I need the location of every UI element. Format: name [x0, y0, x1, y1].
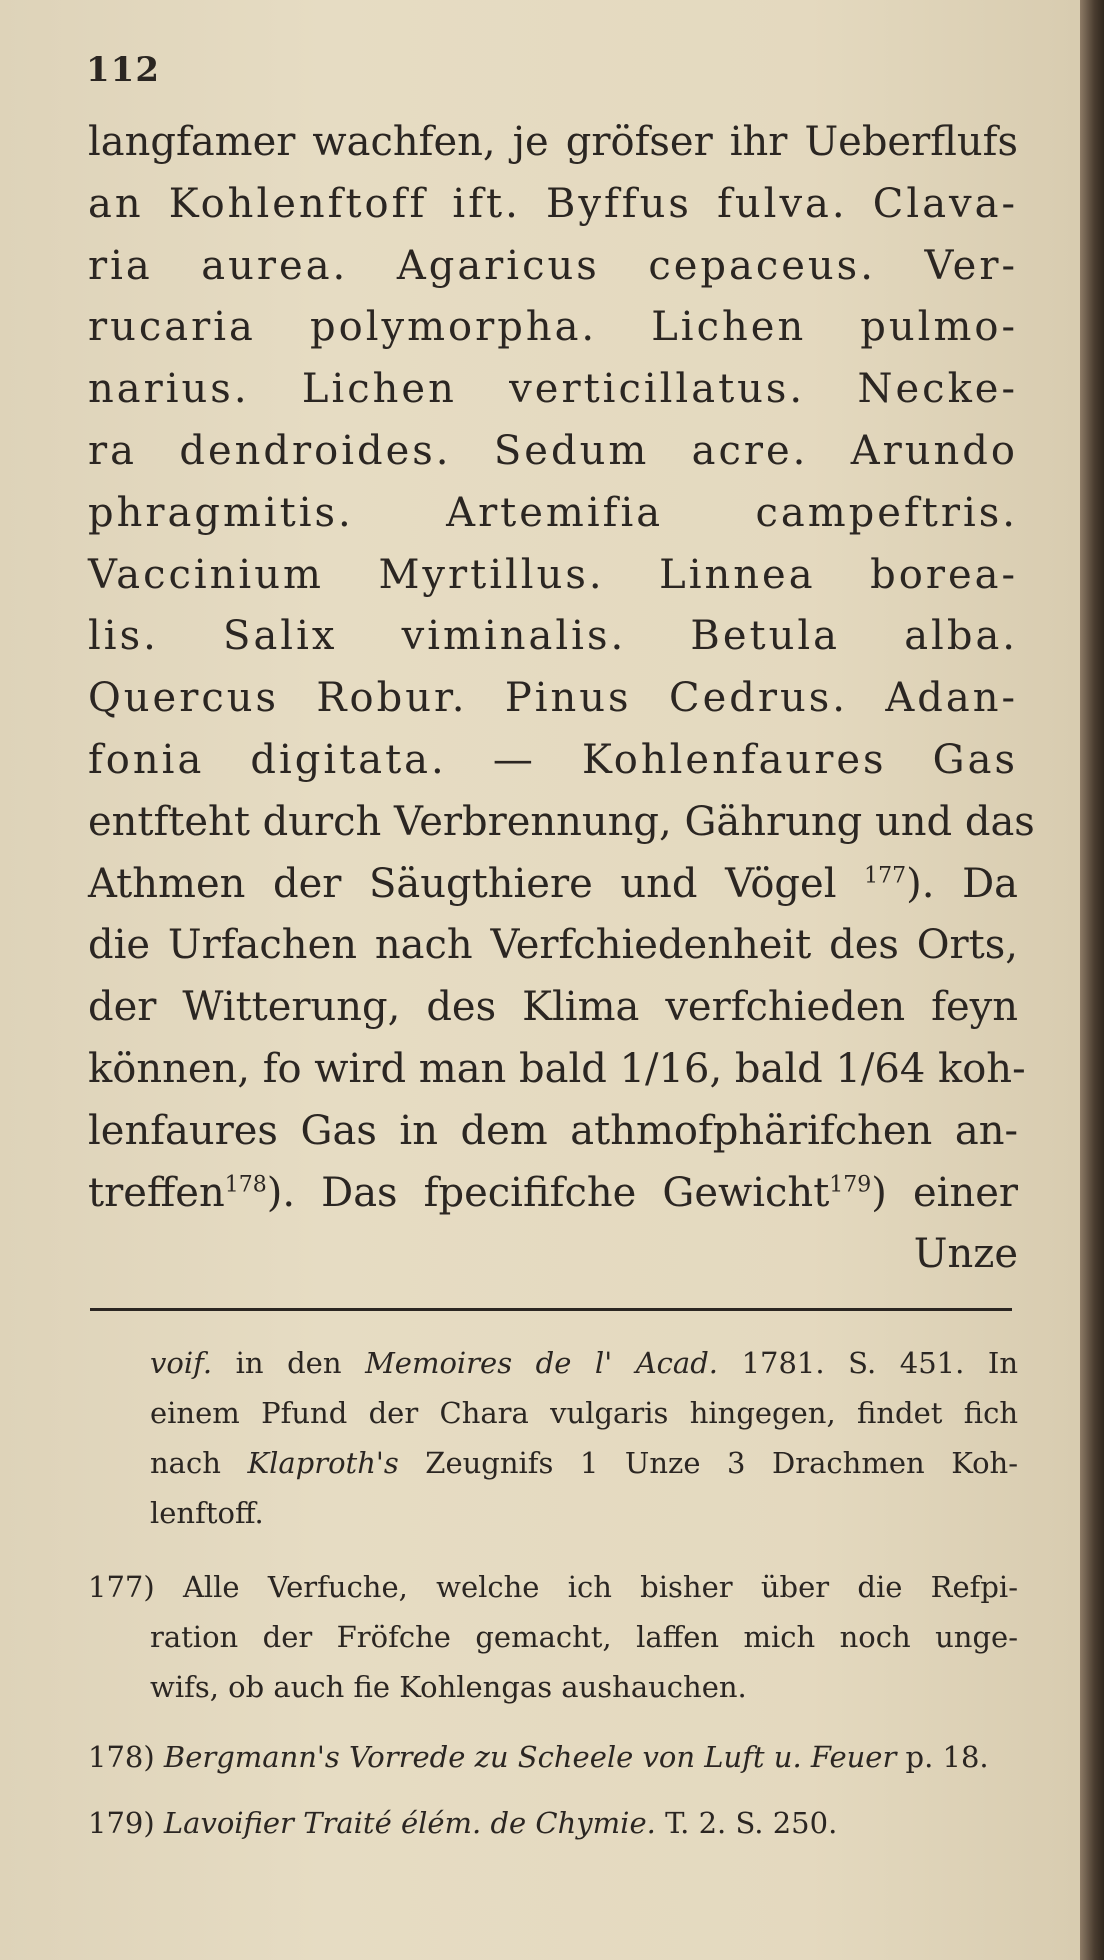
- text-segment: Zeugnifs 1 Unze 3 Drachmen Koh-: [425, 1446, 1019, 1480]
- footnote-179: [88, 1798, 1018, 1848]
- footnote-line: lenftoff.: [150, 1496, 264, 1530]
- text-segment: voif.: [150, 1346, 213, 1380]
- text-line: narius. Lichen verticillatus. Necke-: [88, 366, 1018, 413]
- text-segment: ). Das fpecififche Gewicht: [266, 1169, 830, 1216]
- page-number: 112: [86, 50, 160, 90]
- footnote-line: ration der Fröfche gemacht, laffen mich noch unge-: [150, 1620, 1018, 1654]
- text-segment: Klaproth's: [247, 1446, 399, 1480]
- text-line: Quercus Robur. Pinus Cedrus. Adan-: [88, 675, 1018, 722]
- text-segment: Bergmann's Vorrede zu Scheele von Luft u. Feuer: [163, 1740, 897, 1774]
- text-line: der Witterung, des Klima verfchieden feyn: [88, 984, 1018, 1031]
- text-line: fonia digitata. — Kohlenfaures Gas: [88, 736, 1018, 783]
- text-segment: können, fo wird man bald: [88, 1045, 607, 1092]
- footnote-ref-178: 178: [224, 1172, 267, 1198]
- footnote-line: einem Pfund der Chara vulgaris hingegen, findet fich: [150, 1396, 1018, 1430]
- footnote-178: [88, 1732, 1018, 1782]
- footnote-number: 177): [88, 1570, 155, 1604]
- text-segment: p. 18.: [905, 1740, 989, 1774]
- text-segment: Athmen der Säugthiere und Vögel: [88, 860, 837, 907]
- footnote-line: [88, 1798, 1018, 1848]
- text-line: ra dendroides. Sedum acre. Arundo: [88, 427, 1018, 474]
- footnote-line: [88, 1438, 1018, 1488]
- text-segment: nach: [150, 1446, 221, 1480]
- text-segment: , bald: [709, 1045, 823, 1092]
- text-segment: T. 2. S. 250.: [665, 1806, 838, 1840]
- text-line: lenfaures Gas in dem athmofphärifchen an-: [88, 1107, 1018, 1154]
- footnote-177: [88, 1562, 1018, 1712]
- footnote-ref-179: 179: [829, 1172, 872, 1198]
- footnote-ref-177: 177: [864, 863, 907, 889]
- text-segment: ). Da: [906, 860, 1019, 907]
- text-line: rucaria polymorpha. Lichen pulmo-: [88, 304, 1018, 351]
- catchword: Unze: [913, 1231, 1018, 1278]
- main-text: [88, 112, 1035, 1286]
- text-line: [88, 854, 1018, 916]
- footnote-line: [88, 1338, 1018, 1388]
- footnote-number: 178): [88, 1740, 155, 1774]
- text-line: ria aurea. Agaricus cepaceus. Ver-: [88, 242, 1018, 289]
- text-line: phragmitis. Artemifia campeftris.: [88, 489, 1018, 536]
- fraction: 1/64: [835, 1045, 926, 1092]
- text-segment: Memoires de l' Acad.: [365, 1346, 718, 1380]
- page-edge-shadow: [1080, 0, 1104, 1960]
- text-line: an Kohlenftoff ift. Byffus fulva. Clava-: [88, 180, 1018, 227]
- footnote-number: 179): [88, 1806, 155, 1840]
- fraction: 1/16: [619, 1045, 710, 1092]
- text-segment: Lavoifier Traité élém. de Chymie.: [163, 1806, 656, 1840]
- text-segment: Alle Verfuche, welche ich bisher über die Refpi-: [182, 1570, 1019, 1604]
- text-line: [88, 1163, 1018, 1225]
- text-segment: 1781. S. 451. In: [741, 1346, 1019, 1380]
- text-segment: in den: [235, 1346, 342, 1380]
- text-line: [88, 1039, 1026, 1101]
- footnote-continuation: [88, 1338, 1018, 1538]
- text-line: Vaccinium Myrtillus. Linnea borea-: [88, 551, 1018, 598]
- footnote-line: wifs, ob auch fie Kohlengas aushauchen.: [150, 1670, 747, 1704]
- footnote-divider: [90, 1308, 1012, 1311]
- text-line: entfteht durch Verbrennung, Gährung und das: [88, 798, 1035, 845]
- text-line: die Urfachen nach Verfchiedenheit des Orts,: [88, 922, 1018, 969]
- footnote-line: [88, 1562, 1018, 1612]
- text-line: langfamer wachfen, je gröfser ihr Ueberflufs: [88, 119, 1018, 165]
- text-segment: ) einer: [871, 1169, 1019, 1216]
- text-segment: koh-: [937, 1045, 1026, 1092]
- text-line: lis. Salix viminalis. Betula alba.: [88, 613, 1018, 660]
- text-segment: treffen: [88, 1169, 225, 1216]
- footnote-line: [88, 1732, 1018, 1782]
